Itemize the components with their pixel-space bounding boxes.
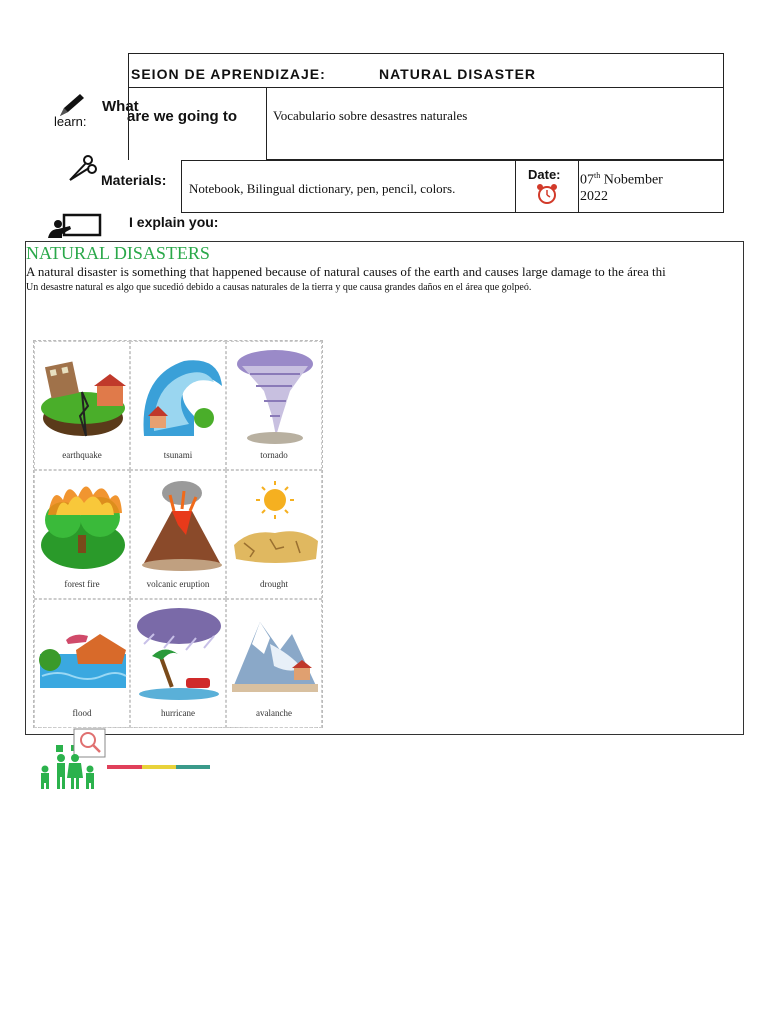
disaster-card: [34, 341, 130, 470]
date-year: 2022: [580, 189, 608, 204]
disaster-label: tsunami: [163, 450, 193, 460]
what-label-cell: [128, 88, 267, 160]
disaster-label: earthquake: [62, 450, 102, 460]
disaster-card: [226, 341, 322, 470]
earthquake-icon: [38, 346, 128, 446]
date-value-cell: [578, 160, 724, 213]
session-title: NATURAL DISASTER: [379, 66, 537, 82]
what-value: Vocabulario sobre desastres naturales: [273, 108, 468, 123]
disaster-label: tornado: [260, 450, 288, 460]
tornado-icon: [230, 346, 320, 446]
divider-teal: [176, 765, 210, 769]
disaster-label: forest fire: [64, 579, 100, 589]
materials-value: Notebook, Bilingual dictionary, pen, pencil, colors.: [189, 181, 456, 196]
date-value-line1: 07th Nobember: [580, 171, 663, 188]
forest-fire-icon: [38, 475, 128, 575]
drought-icon: [230, 475, 320, 575]
flood-icon: [38, 604, 128, 704]
disaster-card: [34, 470, 130, 599]
disaster-card: [226, 470, 322, 599]
disaster-card: [226, 599, 322, 728]
materials-label: Materials:: [101, 172, 167, 188]
volcano-icon: [134, 475, 224, 575]
definition-english: A natural disaster is something that happened because of natural causes of the earth and causes large damage to the área thi: [26, 264, 666, 279]
disaster-card: [34, 599, 130, 728]
learn-label: learn:: [54, 114, 87, 129]
hurricane-icon: [134, 604, 224, 704]
what-value-cell: [267, 88, 724, 160]
disaster-label: drought: [260, 579, 288, 589]
divider-red: [107, 765, 142, 769]
explain-label: I explain you:: [129, 214, 219, 230]
alarm-clock-icon: [536, 183, 558, 205]
date-label: Date:: [528, 167, 561, 182]
tsunami-icon: [134, 346, 224, 446]
disaster-label: volcanic eruption: [146, 579, 210, 589]
family-search-logo: [34, 728, 110, 792]
disaster-card: [130, 341, 226, 470]
content-box: [25, 241, 744, 735]
scissors-icon: [66, 152, 98, 184]
avalanche-icon: [230, 604, 320, 704]
content-title: NATURAL DISASTERS: [26, 243, 210, 263]
disaster-grid: [33, 340, 323, 728]
disaster-card: [130, 599, 226, 728]
going-label: are we going to: [127, 108, 238, 125]
definition-spanish: Un desastre natural es algo que sucedió debido a causas naturales de la tierra y que causa grandes daños en el área que golpeó.: [26, 282, 532, 293]
disaster-card: [130, 470, 226, 599]
session-label: SEION DE APRENDIZAJE:: [131, 66, 326, 82]
session-header: [128, 53, 724, 88]
teacher-board-icon: [46, 212, 106, 240]
what-label: What: [102, 98, 139, 115]
date-label-cell: [515, 160, 579, 213]
disaster-label: hurricane: [161, 708, 195, 718]
divider-yellow: [142, 765, 176, 769]
materials-cell: [181, 160, 516, 213]
disaster-label: avalanche: [256, 708, 292, 718]
disaster-label: flood: [72, 708, 92, 718]
